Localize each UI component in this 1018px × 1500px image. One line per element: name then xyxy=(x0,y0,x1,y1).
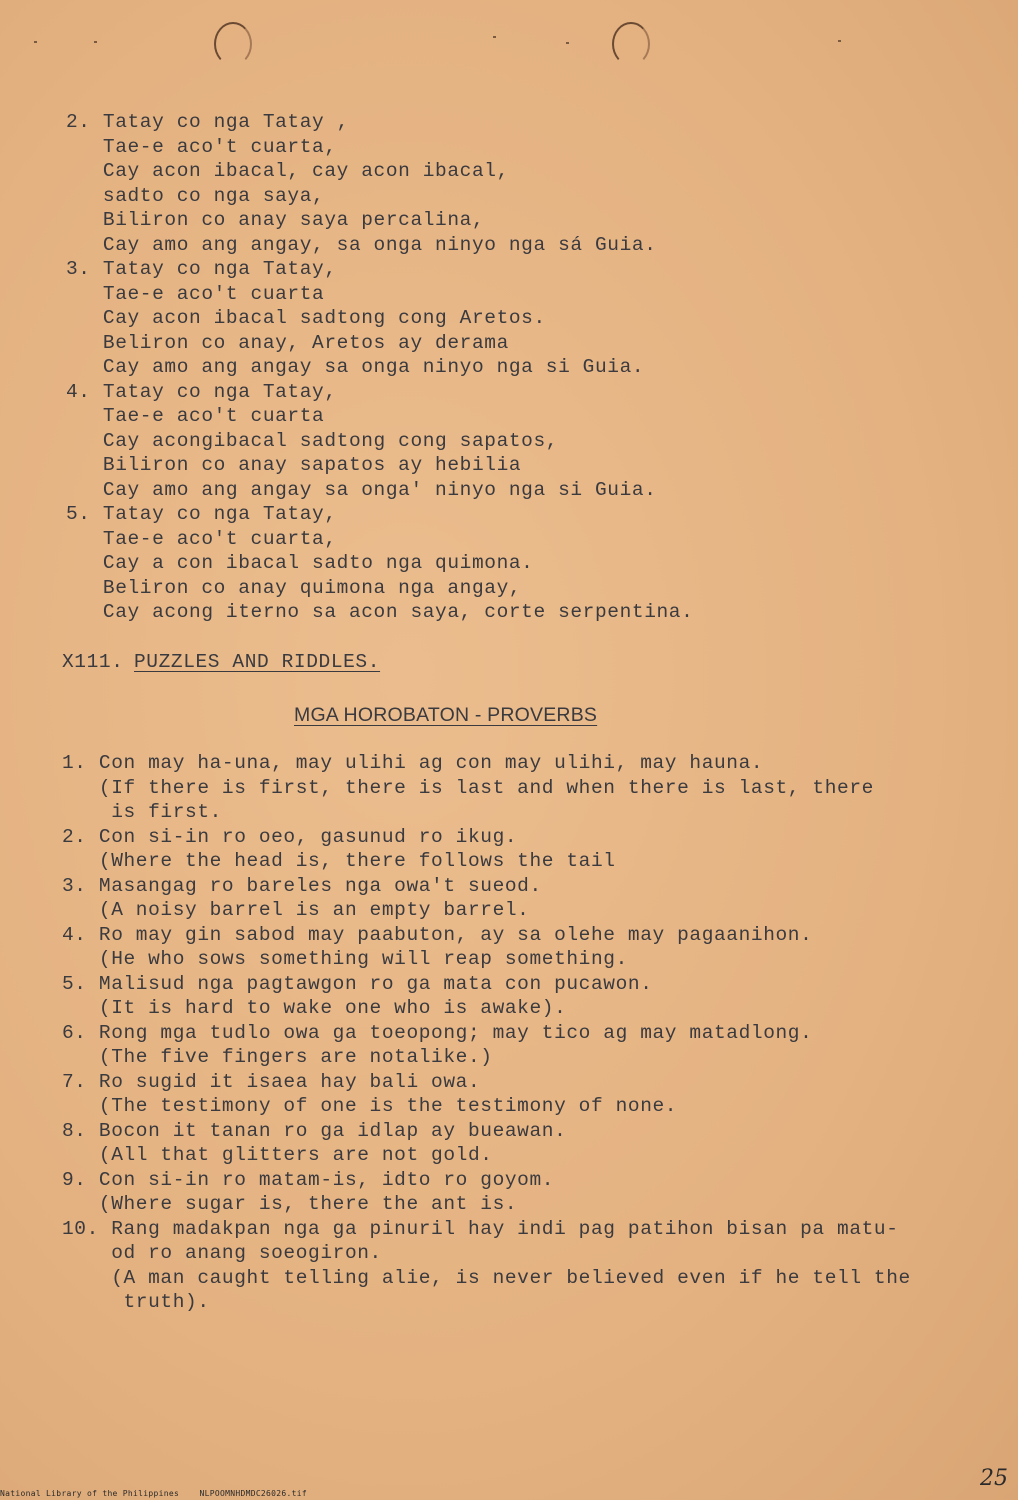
scan-source-caption: National Library of the Philippines NLPOOMNHDMDC26026.tif xyxy=(0,1489,307,1498)
song-line: Cay acongibacal sadtong cong sapatos, xyxy=(66,430,559,452)
proverb-line: 5. Malisud nga pagtawgon ro ga mata con pucawon. xyxy=(62,973,653,995)
proverb-line: truth). xyxy=(62,1291,210,1313)
song-line: sadto co nga saya, xyxy=(66,185,325,207)
proverb-line: 10. Rang madakpan nga ga pinuril hay indi pag patihon bisan pa matu- xyxy=(62,1218,899,1240)
paper-speck xyxy=(493,36,496,38)
paper-speck xyxy=(34,41,37,43)
proverb-line: (The five fingers are notalike.) xyxy=(62,1046,493,1068)
song-line: Cay amo ang angay, sa onga ninyo nga sá Guia. xyxy=(66,234,657,256)
song-line: Beliron co anay, Aretos ay derama xyxy=(66,332,509,354)
proverb-line: (Where sugar is, there the ant is. xyxy=(62,1193,518,1215)
proverb-line: 8. Bocon it tanan ro ga idlap ay bueawan. xyxy=(62,1120,567,1142)
proverb-line: is first. xyxy=(62,801,222,823)
proverb-line: (All that glitters are not gold. xyxy=(62,1144,493,1166)
proverb-line: (Where the head is, there follows the tail xyxy=(62,850,616,872)
punch-hole-right xyxy=(612,22,650,66)
page-number: 25 xyxy=(980,1466,1008,1491)
proverb-line: (He who sows something will reap something. xyxy=(62,948,628,970)
song-line: Tae-e aco't cuarta, xyxy=(66,528,337,550)
song-line: Cay a con ibacal sadto nga quimona. xyxy=(66,552,534,574)
proverb-line: (It is hard to wake one who is awake). xyxy=(62,997,567,1019)
song-line: Tae-e aco't cuarta xyxy=(66,283,325,305)
proverb-line: (The testimony of one is the testimony of none. xyxy=(62,1095,678,1117)
proverb-line: 9. Con si-in ro matam-is, idto ro goyom. xyxy=(62,1169,555,1191)
proverb-line: od ro anang soeogiron. xyxy=(62,1242,382,1264)
song-line: 3. Tatay co nga Tatay, xyxy=(66,258,337,280)
song-line: Cay amo ang angay sa onga ninyo nga si Guia. xyxy=(66,356,645,378)
song-line: Cay amo ang angay sa onga' ninyo nga si Guia. xyxy=(66,479,657,501)
song-line: Cay acong iterno sa acon saya, corte serpentina. xyxy=(66,601,694,623)
song-line: Tae-e aco't cuarta xyxy=(66,405,325,427)
song-line: 4. Tatay co nga Tatay, xyxy=(66,381,337,403)
proverb-line: 6. Rong mga tudlo owa ga toeopong; may tico ag may matadlong. xyxy=(62,1022,813,1044)
subsection-title: MGA HOROBATON - PROVERBS xyxy=(294,704,598,726)
paper-speck xyxy=(94,41,97,43)
proverb-line: 2. Con si-in ro oeo, gasunud ro ikug. xyxy=(62,826,518,848)
proverb-line: (A noisy barrel is an empty barrel. xyxy=(62,899,530,921)
section-title: PUZZLES AND RIDDLES. xyxy=(134,651,381,673)
song-line: 5. Tatay co nga Tatay, xyxy=(66,503,337,525)
song-line: Tae-e aco't cuarta, xyxy=(66,136,337,158)
song-line: Biliron co anay sapatos ay hebilia xyxy=(66,454,522,476)
section-number: X111. xyxy=(62,651,124,673)
song-line: Cay acon ibacal sadtong cong Aretos. xyxy=(66,307,546,329)
paper-speck xyxy=(566,42,569,44)
proverb-line: 4. Ro may gin sabod may paabuton, ay sa olehe may pagaanihon. xyxy=(62,924,813,946)
song-line: 2. Tatay co nga Tatay , xyxy=(66,111,349,133)
paper-speck xyxy=(838,40,841,42)
proverb-line: (If there is first, there is last and when there is last, there xyxy=(62,777,874,799)
proverb-line: (A man caught telling alie, is never believed even if he tell the xyxy=(62,1267,911,1289)
proverb-line: 3. Masangag ro bareles nga owa't sueod. xyxy=(62,875,542,897)
proverb-line: 1. Con may ha-una, may ulihi ag con may ulihi, may hauna. xyxy=(62,752,764,774)
song-line: Cay acon ibacal, cay acon ibacal, xyxy=(66,160,509,182)
song-line: Biliron co anay saya percalina, xyxy=(66,209,485,231)
punch-hole-left xyxy=(214,22,252,66)
song-line: Beliron co anay quimona nga angay, xyxy=(66,577,522,599)
proverb-line: 7. Ro sugid it isaea hay bali owa. xyxy=(62,1071,481,1093)
